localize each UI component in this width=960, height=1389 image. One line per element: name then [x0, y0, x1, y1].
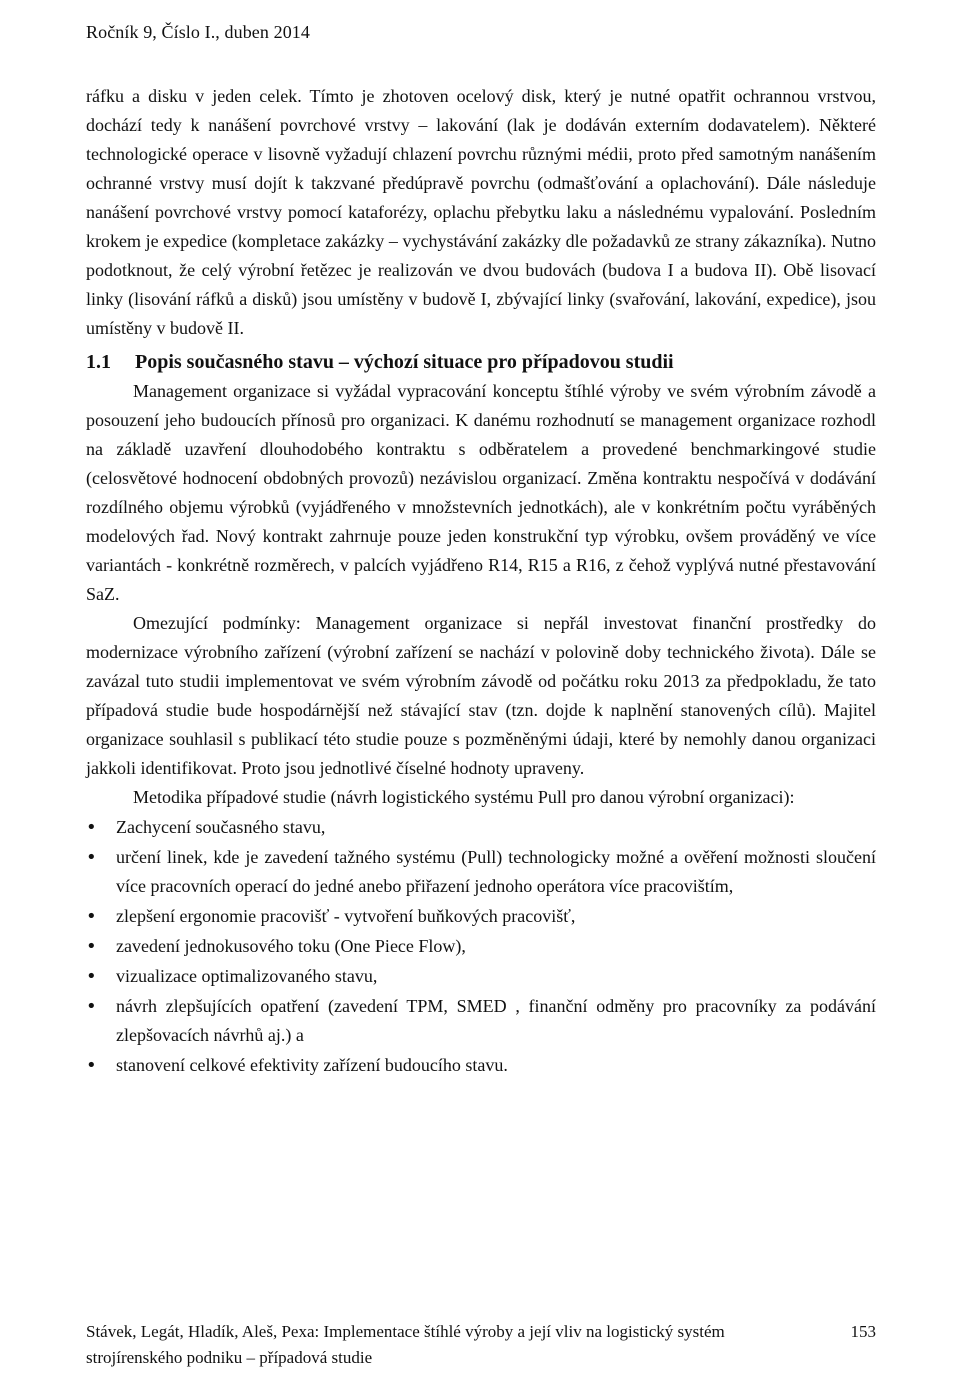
- footer-citation: Stávek, Legát, Hladík, Aleš, Pexa: Implementace štíhlé výroby a její vliv na logistický systém strojírenského podniku – případová studie: [86, 1322, 725, 1367]
- list-item: • zlepšení ergonomie pracovišť - vytvoření buňkových pracovišť,: [86, 902, 876, 931]
- running-head: Ročník 9, Číslo I., duben 2014: [86, 22, 310, 42]
- paragraph-methodology: Metodika případové studie (návrh logistického systému Pull pro danou výrobní organizaci):: [133, 787, 795, 807]
- article-body: [86, 82, 876, 1080]
- paragraph-management: Management organizace si vyžádal vypracování konceptu štíhlé výroby ve svém výrobním závodě a posouzení jeho budoucích přínosů pro organizaci. K danému rozhodnutí se management organizace rozhodl na základě uzavření dlouhodobého kontraktu s odběratelem a provedené benchmarkingové studie (celosvětové hodnocení obdobných provozů) nezávislou organizací. Změna kontraktu nespočívá v dodávání rozdílného objemu výrobků (vyjádřeného v množstevních jednotkách), ale v konkrétním počtu vyráběných modelových řad. Nový kontrakt zahrnuje pouze jeden konstrukční typ výrobku, ovšem prováděný ve více variantách - konkrétně rozměrech, v palcích vyjádřeno R14, R15 a R16, z čehož vyplývá nutné přestavování SaZ.: [86, 381, 876, 604]
- list-item: • zavedení jednokusového toku (One Piece Flow),: [86, 932, 876, 961]
- list-item: • Zachycení současného stavu,: [86, 813, 876, 842]
- list-item: • návrh zlepšujících opatření (zavedení TPM, SMED , finanční odměny pro pracovníky za podávání zlepšovacích návrhů aj.) a: [86, 992, 876, 1050]
- methodology-list: [86, 813, 876, 1080]
- page-number: 153: [850, 1322, 876, 1341]
- section-heading: [86, 348, 876, 377]
- page-footer: [86, 1319, 876, 1371]
- section-title: Popis současného stavu – výchozí situace pro případovou studii: [135, 351, 674, 373]
- list-item: • stanovení celkové efektivity zařízení budoucího stavu.: [86, 1051, 876, 1080]
- paragraph-continued: ráfku a disku v jeden celek. Tímto je zhotoven ocelový disk, který je nutné opatřit ochrannou vrstvou, dochází tedy k nanášení povrchové vrstvy – lakování (lak je dodáván externím dodavatelem). Některé technologické operace v lisovně vyžadují chlazení povrchu různými médii, proto před samotným nanášením ochranné vrstvy musí dojít k takzvané předúpravě povrchu (odmašťování a oplachování). Dále následuje nanášení povrchové vrstvy pomocí kataforézy, oplachu přebytku laku a následnému vypalování. Posledním krokem je expedice (kompletace zakázky – vychystávání zakázky dle požadavků ze strany zákazníka). Nutno podotknout, že celý výrobní řetězec je realizován ve dvou budovách (budova I a budova II). Obě lisovací linky (lisování ráfků a disků) jsou umístěny v budově I, zbývající linky (svařování, lakování, expedice), jsou umístěny v budově II.: [86, 86, 876, 338]
- paragraph-constraints: Omezující podmínky: Management organizace si nepřál investovat finanční prostředky do modernizace výrobního zařízení (výrobní zařízení se nachází v polovině doby technického života). Dále se zavázal tuto studii implementovat ve svém výrobním závodě od počátku roku 2013 za předpokladu, že tato případová studie bude hospodárnější než stávající stav (tzn. dojde k naplnění stanovených cílů). Majitel organizace souhlasil s publikací této studie pouze s pozměněnými údaji, které by nemohly danou organizaci jakkoli identifikovat. Proto jsou jednotlivé číselné hodnoty upraveny.: [86, 613, 876, 778]
- list-item: • určení linek, kde je zavedení tažného systému (Pull) technologicky možné a ověření možnosti sloučení více pracovních operací do jedné anebo přiřazení jednoho operátora více pracovištím,: [86, 843, 876, 901]
- section-number: 1.1: [86, 351, 111, 373]
- list-item: • vizualizace optimalizovaného stavu,: [86, 962, 876, 991]
